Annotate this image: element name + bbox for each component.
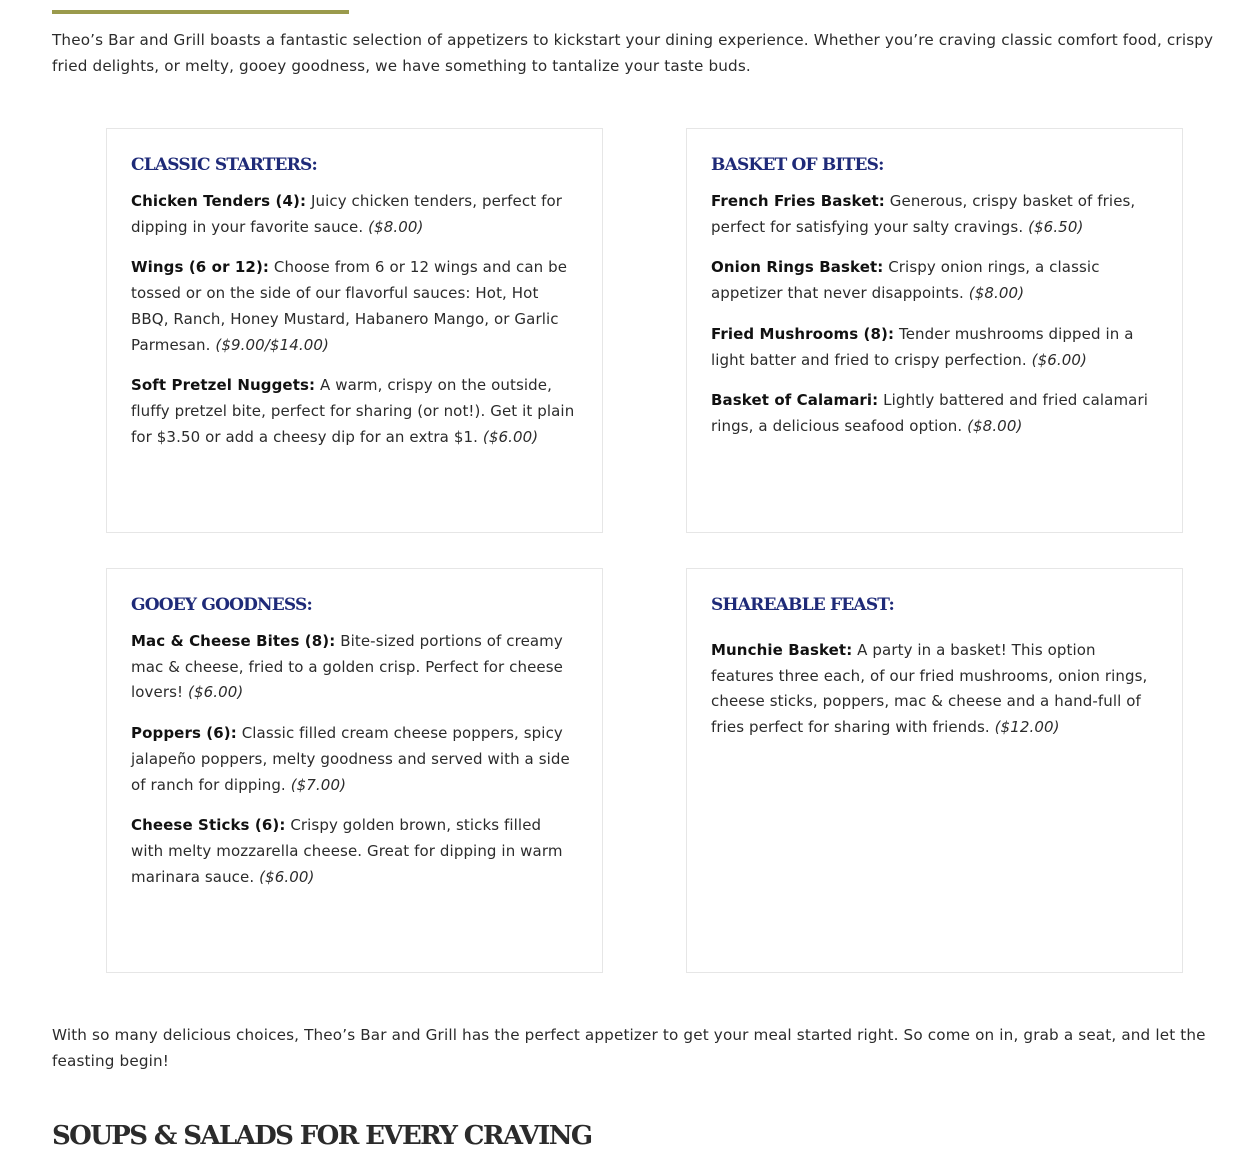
item-description: A warm, crispy on the outside, fluffy pretzel bite, perfect for sharing (or not!). Get it plain for $3.50 or add a cheesy dip for an extra $1.	[131, 376, 575, 446]
menu-item	[131, 813, 578, 890]
card-title: GOOEY GOODNESS:	[131, 595, 312, 615]
item-price: ($6.00)	[188, 683, 244, 702]
item-name: Onion Rings Basket:	[711, 258, 884, 277]
card-title: SHAREABLE FEAST:	[711, 595, 895, 615]
item-price: ($6.00)	[1031, 350, 1087, 369]
menu-item	[131, 255, 578, 358]
item-description: Crispy onion rings, a classic appetizer that never disappoints.	[711, 258, 1100, 303]
item-price: ($7.00)	[290, 775, 347, 794]
item-price: ($9.00/$14.00)	[215, 335, 329, 354]
outro-paragraph: With so many delicious choices, Theo’s Bar and Grill has the perfect appetizer to get your meal started right. So come on in, grab a seat, and let the feasting begin!	[52, 1026, 1206, 1070]
item-price: ($6.00)	[482, 427, 539, 446]
item-price: ($12.00)	[994, 718, 1060, 737]
item-price: ($8.00)	[368, 217, 424, 236]
menu-card-basket-of-bites	[686, 128, 1183, 533]
item-description: Classic filled cream cheese poppers, spicy jalapeño poppers, melty goodness and served with a side of ranch for dipping.	[131, 724, 570, 794]
menu-item	[131, 373, 578, 450]
card-title: BASKET OF BITES:	[711, 155, 884, 175]
item-description: Tender mushrooms dipped in a light batter and fried to crispy perfection.	[711, 324, 1134, 369]
item-description: Crispy golden brown, sticks filled with melty mozzarella cheese. Great for dipping in warm marinara sauce.	[131, 816, 563, 886]
menu-item	[131, 189, 578, 240]
card-title: CLASSIC STARTERS:	[131, 155, 317, 175]
item-description: A party in a basket! This option features three each, of our fried mushrooms, onion rings, cheese sticks, poppers, mac & cheese and a hand-full of fries perfect for sharing with friends.	[711, 641, 1148, 737]
item-description: Choose from 6 or 12 wings and can be tossed or on the side of our flavorful sauces: Hot, Hot BBQ, Ranch, Honey Mustard, Habanero Mango, or Garlic Parmesan.	[131, 258, 568, 354]
item-price: ($8.00)	[967, 416, 1023, 435]
menu-item	[131, 721, 578, 798]
menu-item	[711, 388, 1158, 439]
menu-item	[711, 322, 1158, 373]
item-price: ($6.50)	[1028, 217, 1084, 236]
menu-card-shareable-feast	[686, 568, 1183, 973]
item-name: Fried Mushrooms (8):	[711, 324, 895, 343]
item-description: Generous, crispy basket of fries, perfect for satisfying your salty cravings.	[711, 192, 1136, 236]
menu-card-gooey-goodness	[106, 568, 603, 973]
menu-item	[131, 629, 578, 706]
menu-item	[711, 189, 1158, 240]
item-description: Bite-sized portions of creamy mac & cheese, fried to a golden crisp. Perfect for cheese lovers!	[131, 632, 563, 702]
item-name: French Fries Basket:	[711, 192, 885, 210]
item-name: Cheese Sticks (6):	[131, 816, 286, 835]
item-price: ($8.00)	[968, 284, 1025, 303]
accent-divider	[52, 10, 349, 14]
item-name: Wings (6 or 12):	[131, 258, 270, 277]
item-name: Mac & Cheese Bites (8):	[131, 632, 336, 650]
section-heading-soups-salads: SOUPS & SALADS FOR EVERY CRAVING	[52, 1121, 592, 1151]
menu-item	[711, 255, 1158, 306]
item-name: Soft Pretzel Nuggets:	[131, 376, 316, 395]
menu-card-classic-starters	[106, 128, 603, 533]
intro-paragraph: Theo’s Bar and Grill boasts a fantastic selection of appetizers to kickstart your dining experience. Whether you’re craving classic comfort food, crispy fried delights, or melty, gooey goodness, we have something to tantalize your taste buds.	[52, 31, 1214, 75]
item-name: Munchie Basket:	[711, 641, 853, 659]
menu-item	[711, 638, 1158, 741]
item-name: Chicken Tenders (4):	[131, 192, 307, 210]
item-description: Lightly battered and fried calamari rings, a delicious seafood option.	[711, 391, 1149, 435]
item-price: ($6.00)	[259, 867, 315, 886]
item-description: Juicy chicken tenders, perfect for dipping in your favorite sauce.	[131, 192, 562, 236]
item-name: Poppers (6):	[131, 724, 237, 743]
item-name: Basket of Calamari:	[711, 391, 879, 410]
